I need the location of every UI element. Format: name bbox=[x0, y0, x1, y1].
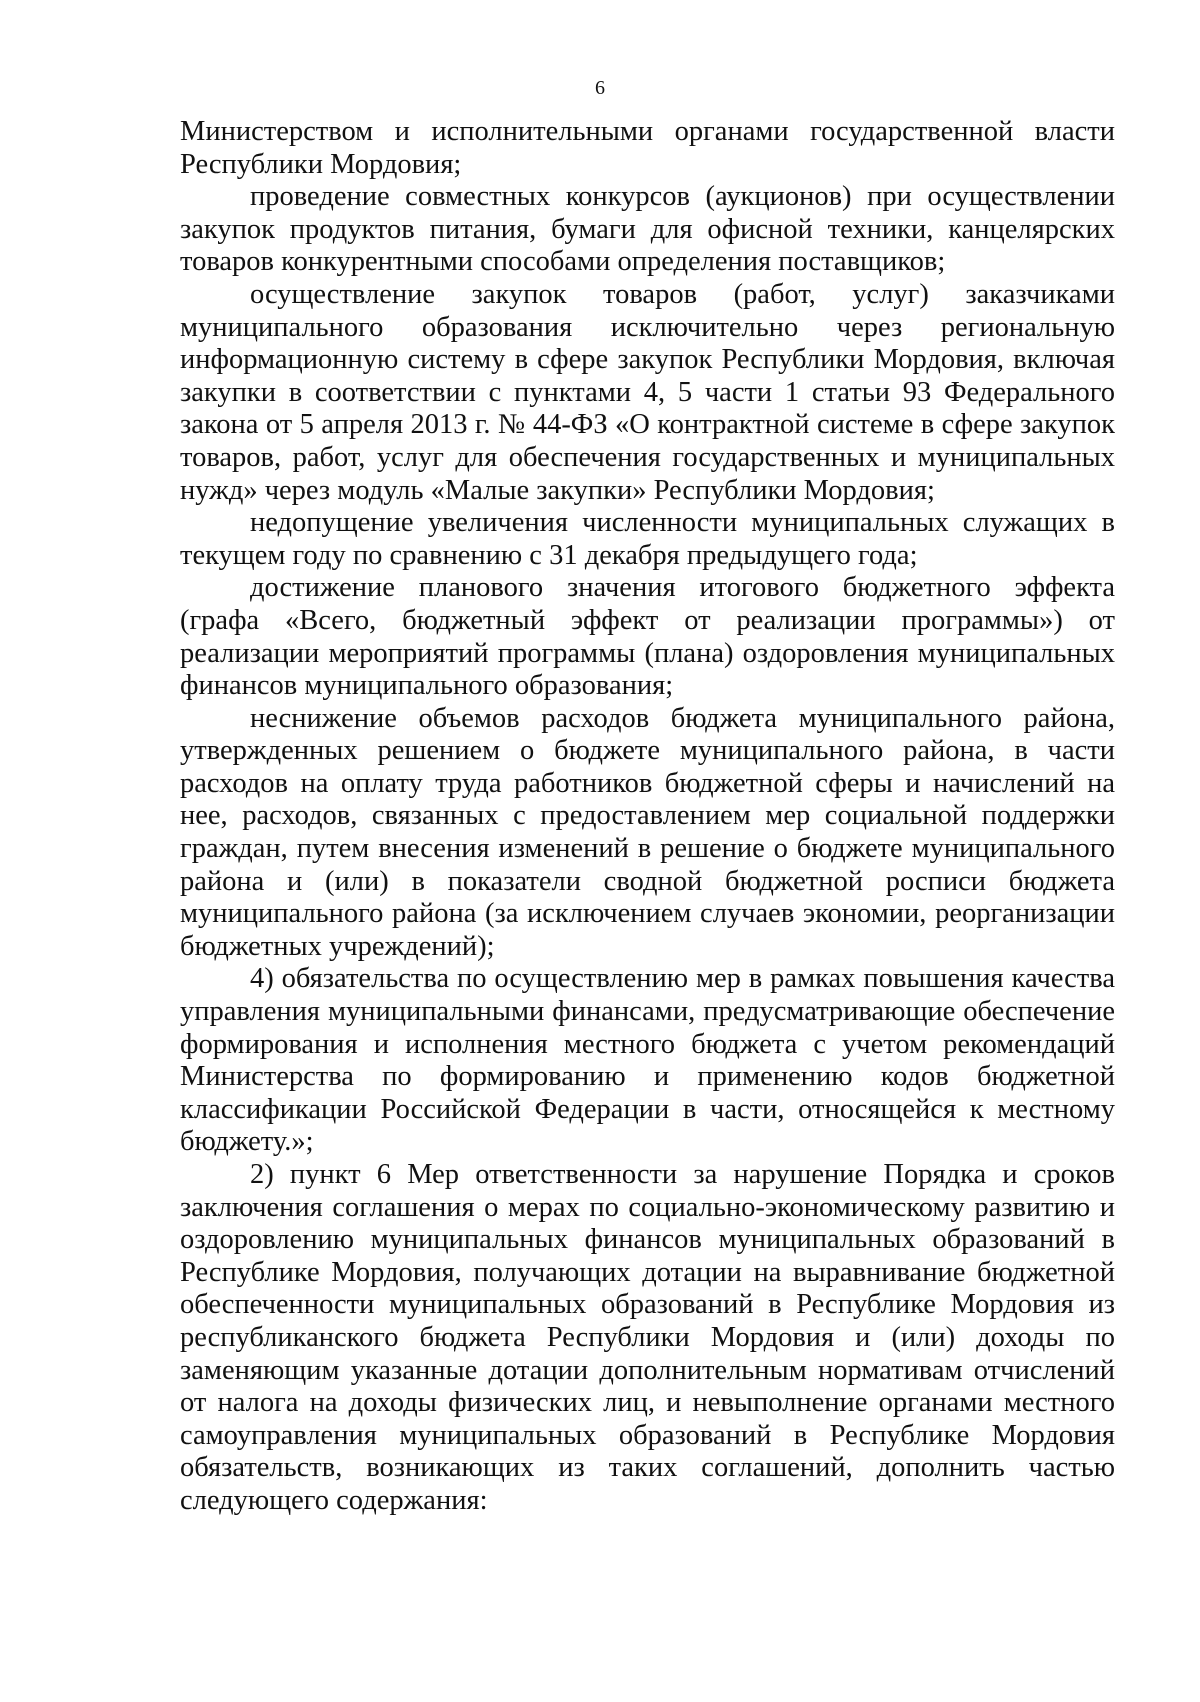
paragraph-procurement-system: осуществление закупок товаров (работ, услуг) заказчиками муниципального образования исключительно через региональную информационную систему в сфере закупок Республики Мордовия, включая закупки в соответствии с пунктами 4, 5 части 1 статьи 93 Федерального закона от 5 апреля 2013 г. № 44-ФЗ «О контрактной системе в сфере закупок товаров, работ, услуг для обеспечения государственных и муниципальных нужд» через модуль «Малые закупки» Республики Мордовия; bbox=[180, 278, 1115, 506]
document-body bbox=[180, 116, 1115, 1518]
page-number: 6 bbox=[595, 77, 605, 99]
paragraph-ministry-continuation: Министерством и исполнительными органами государственной власти Республики Мордовия; bbox=[180, 116, 1115, 180]
paragraph-budget-effect: достижение планового значения итогового бюджетного эффекта (графа «Всего, бюджетный эффект от реализации программы») от реализации мероприятий программы (плана) оздоровления муниципальных финансов муниципального образования; bbox=[180, 572, 1115, 702]
paragraph-joint-tenders: проведение совместных конкурсов (аукционов) при осуществлении закупок продуктов питания, бумаги для офисной техники, канцелярских товаров конкурентными способами определения поставщиков; bbox=[180, 181, 1115, 278]
paragraph-staff-limit: недопущение увеличения численности муниципальных служащих в текущем году по сравнению с 31 декабря предыдущего года; bbox=[180, 507, 1115, 571]
paragraph-expenditure-level: неснижение объемов расходов бюджета муниципального района, утвержденных решением о бюджете муниципального района, в части расходов на оплату труда работников бюджетной сферы и начислений на нее, расходов, связанных с предоставлением мер социальной поддержки граждан, путем внесения изменений в решение о бюджете муниципального района и (или) в показатели сводной бюджетной росписи бюджета муниципального района (за исключением случаев экономии, реорганизации бюджетных учреждений); bbox=[180, 702, 1115, 962]
paragraph-item-4: 4) обязательства по осуществлению мер в рамках повышения качества управления муниципальными финансами, предусматривающие обеспечение формирования и исполнения местного бюджета с учетом рекомендаций Министерства по формированию и применению кодов бюджетной классификации Российской Федерации в части, относящейся к местному бюджету.»; bbox=[180, 963, 1115, 1158]
paragraph-item-2: 2) пункт 6 Мер ответственности за нарушение Порядка и сроков заключения соглашения о мерах по социально-экономическому развитию и оздоровлению муниципальных финансов муниципальных образований в Республике Мордовия, получающих дотации на выравнивание бюджетной обеспеченности муниципальных образований в Республике Мордовия из республиканского бюджета Республики Мордовия и (или) доходы по заменяющим указанные дотации дополнительным нормативам отчислений от налога на доходы физических лиц, и невыполнение органами местного самоуправления муниципальных образований в Республике Мордовия обязательств, возникающих из таких соглашений, дополнить частью следующего содержания: bbox=[180, 1159, 1115, 1516]
